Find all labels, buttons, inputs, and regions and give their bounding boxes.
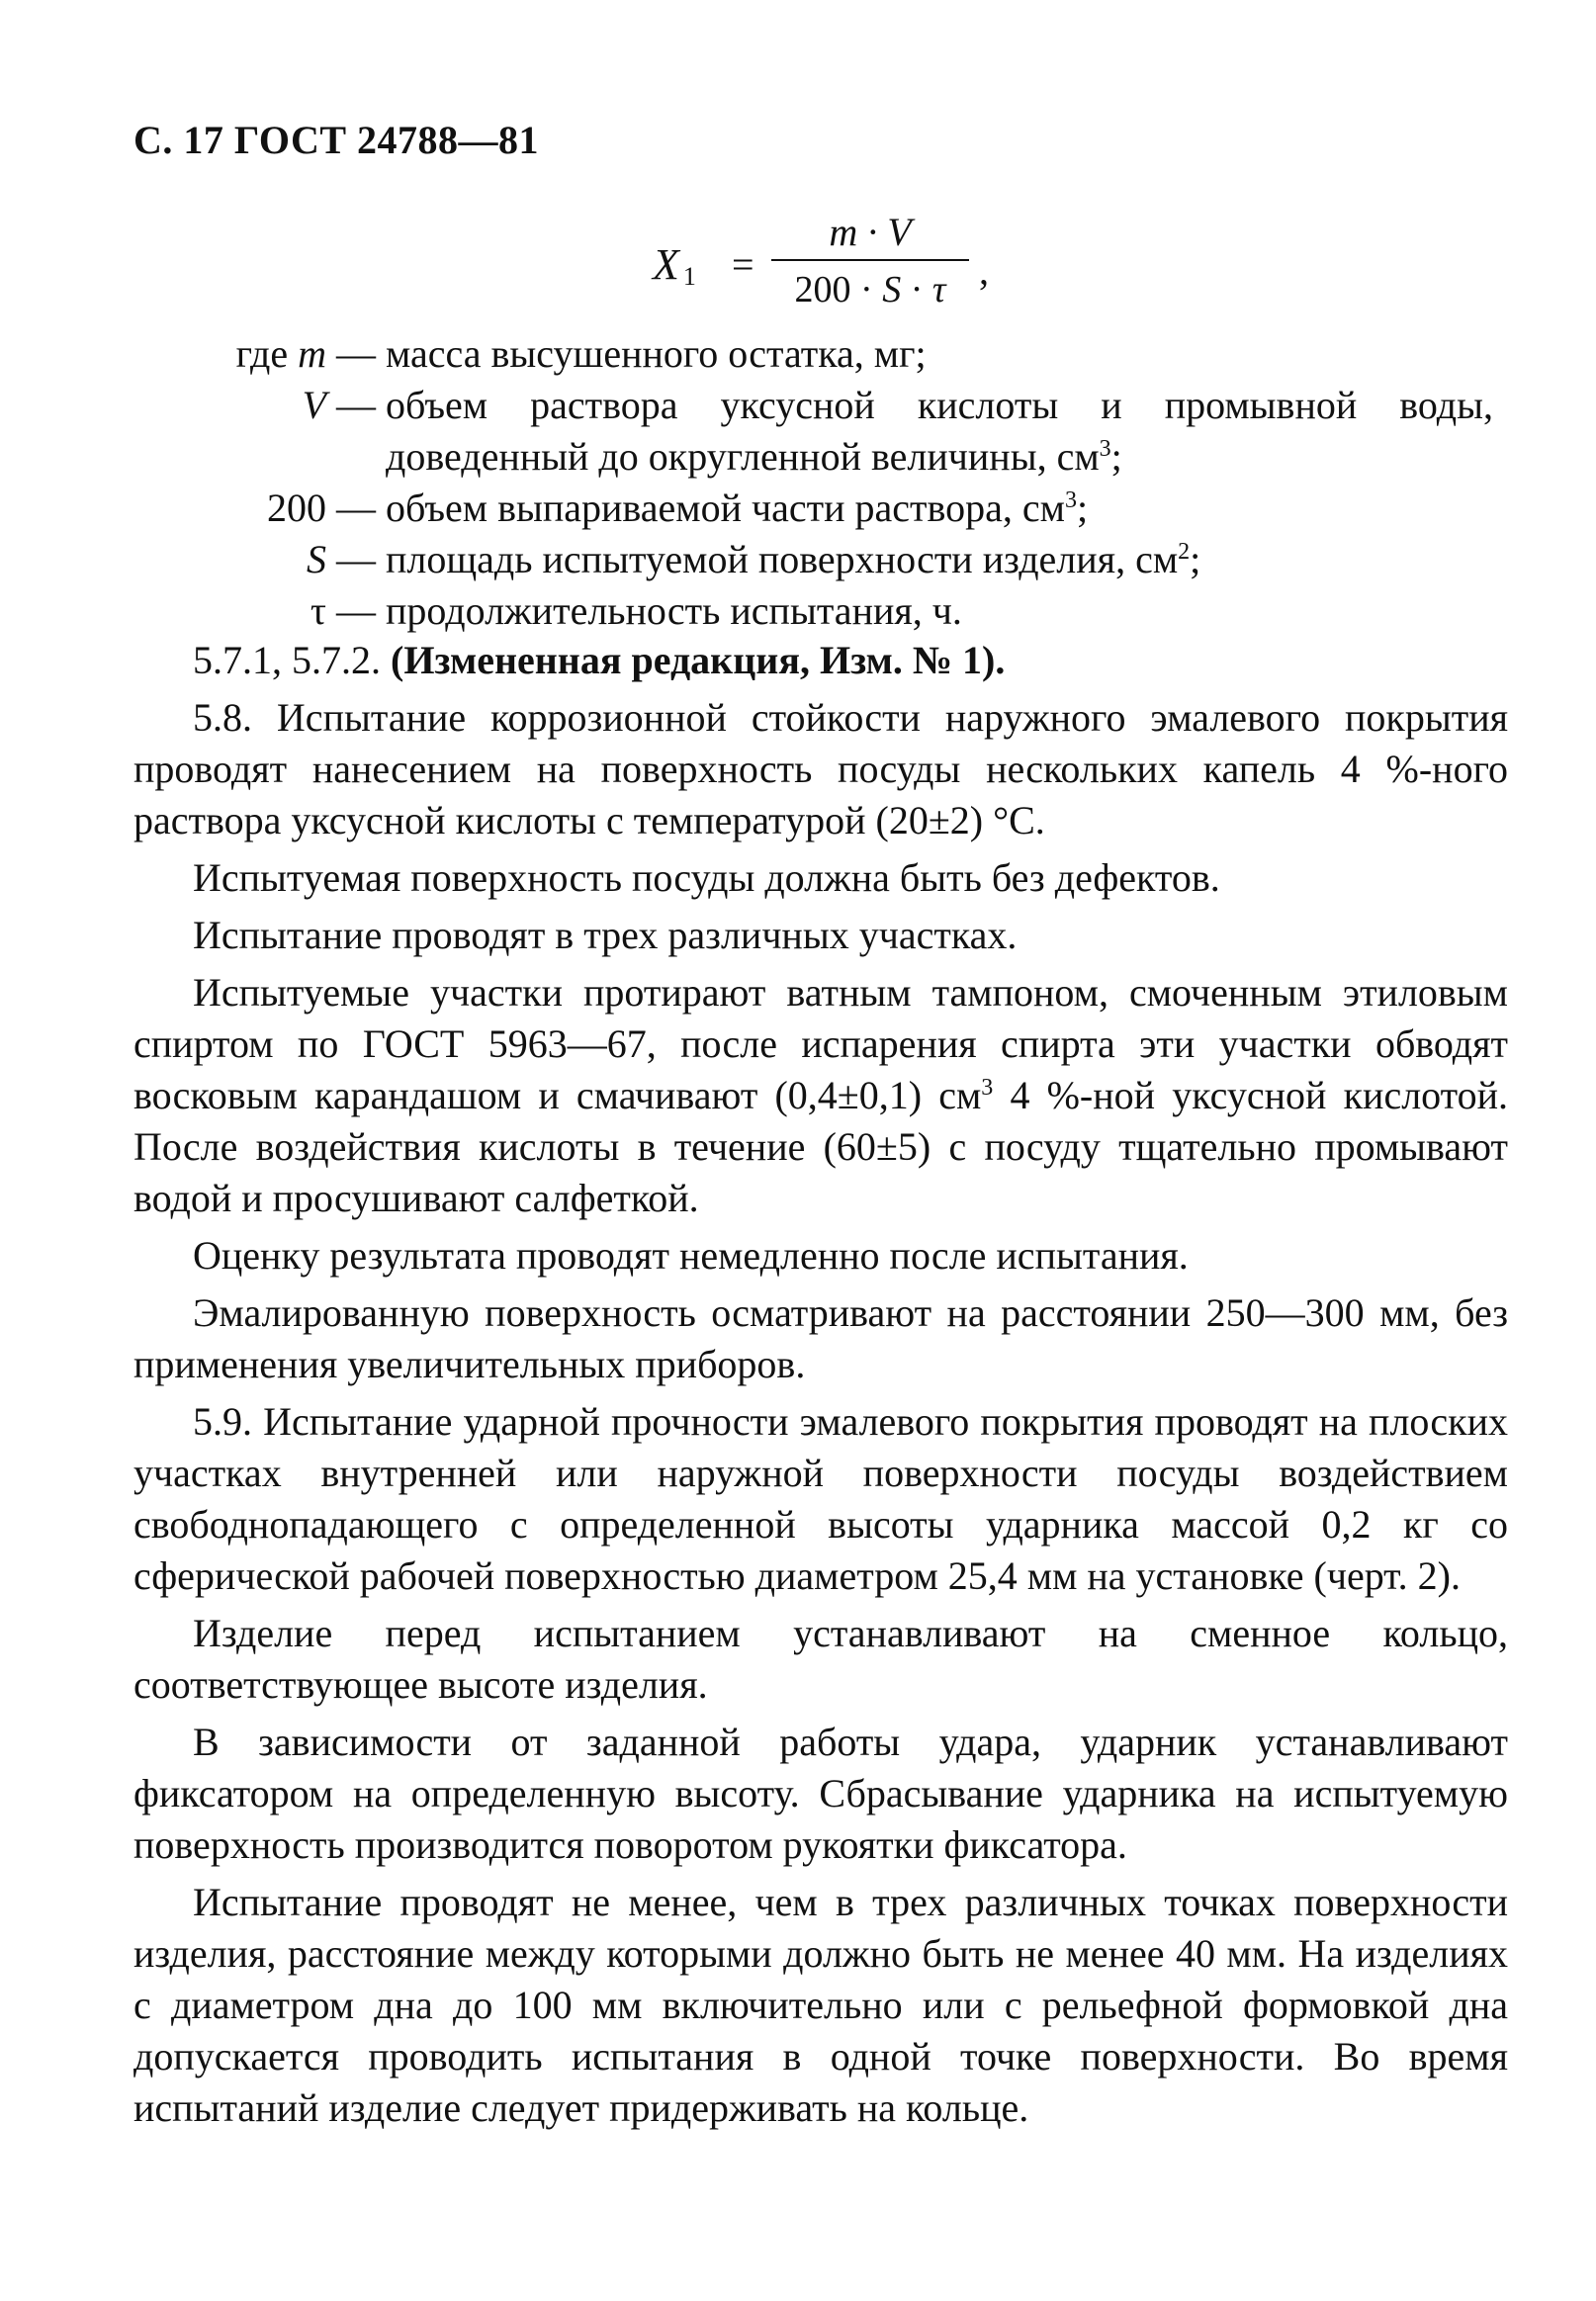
fraction-bar (771, 259, 969, 261)
definition-item (133, 585, 1518, 637)
paragraph-amendment: 5.7.1, 5.7.2. (Измененная редакция, Изм. № 1). (193, 638, 1006, 682)
formula-lhs-subscript: 1 (682, 262, 696, 291)
definition-dash: — (336, 537, 376, 581)
paragraph: Изделие перед испытанием устанавливают на сменное кольцо, соответствующее высоте изделия. (133, 1611, 1508, 1707)
definition-dash: — (336, 383, 376, 427)
definition-dash: — (336, 588, 376, 633)
definition-term: S (307, 537, 326, 581)
definition-item: где m — масса высушенного остатка, мг; (133, 328, 1518, 380)
definition-text: продолжительность испытания, ч. (386, 588, 962, 633)
definition-text: объем выпариваемой части раствора, $см^3$; (386, 486, 1089, 530)
paragraph: Испытуемые участки протирают ватным тампоном, смоченным этиловым спиртом по ГОСТ 5963—67, после испарения спирта эти участки обводят восковым карандашом и смачивают (0,4±0,1) $см^3$ 4 %-ной уксусной кислотой. После воздействия кислоты в течение (60±5) с посуду тщательно промывают водой и просушивают салфеткой. (133, 970, 1508, 1220)
formula (653, 208, 1068, 326)
paragraph: Испытание проводят не менее, чем в трех различных точках поверхности изделия, расстояние между которыми должно быть не менее 40 мм. На изделиях с диаметром дна до 100 мм включительно или с рельефной формовкой дна допускается проводить испытания в одной точке поверхности. Во время испытаний изделие следует придерживать на кольце. (133, 1880, 1508, 2130)
definition-dash: — (336, 331, 376, 376)
definition-term: 200 (267, 486, 326, 530)
paragraph: Испытуемая поверхность посуды должна быть без дефектов. (193, 855, 1220, 900)
definition-item (133, 483, 1518, 534)
paragraph-5-9: 5.9. Испытание ударной прочности эмалевого покрытия проводят на плоских участках внутренней или наружной поверхности посуды воздействием свободнопадающего с определенной высоты ударника массой 0,2 кг со сферической рабочей поверхностью диаметром 25,4 мм на установке (черт. 2). (133, 1399, 1508, 1598)
paragraph-5-8: 5.8. Испытание коррозионной стойкости наружного эмалевого покрытия проводят нанесением на поверхность посуды нескольких капель 4 %-ного раствора уксусной кислоты с температурой (20±2) °С. (133, 695, 1508, 842)
formula-fraction (771, 208, 969, 314)
paragraph: Оценку результата проводят немедленно после испытания. (193, 1233, 1189, 1278)
definition-item (133, 380, 1518, 483)
definition-item (133, 534, 1518, 585)
definition-text: площадь испытуемой поверхности изделия, $см^2$; (386, 537, 1201, 581)
formula-comma: , (979, 248, 989, 293)
paragraph: Испытание проводят в трех различных участках. (193, 913, 1018, 957)
amendment-note: (Измененная редакция, Изм. № 1). (391, 638, 1006, 682)
definition-term: τ (310, 588, 326, 633)
body-text (133, 635, 1508, 2134)
formula-numerator: m · V (829, 210, 912, 254)
formula-denominator: 200 · S · τ (794, 269, 946, 310)
formula-lhs: X $_1$ (653, 240, 696, 291)
page-header: С. 17 ГОСТ 24788—81 (133, 118, 540, 162)
definitions-list (133, 328, 1518, 637)
definition-dash: — (336, 486, 376, 530)
formula-equals: = (732, 242, 754, 287)
definition-term: m (298, 331, 326, 376)
definition-text: масса высушенного остатка, мг; (386, 331, 927, 376)
paragraph: В зависимости от заданной работы удара, ударник устанавливают фиксатором на определенную высоту. Сбрасывание ударника на испытуемую поверхность производится поворотом рукоятки фиксатора. (133, 1720, 1508, 1867)
definition-text: объем раствора уксусной кислоты и промывной воды, доведенный до округленной величины, $см^3$; (386, 383, 1493, 479)
definition-term: V (302, 383, 326, 427)
paragraph: Эмалированную поверхность осматривают на расстоянии 250—300 мм, без применения увеличительных приборов. (133, 1290, 1508, 1386)
